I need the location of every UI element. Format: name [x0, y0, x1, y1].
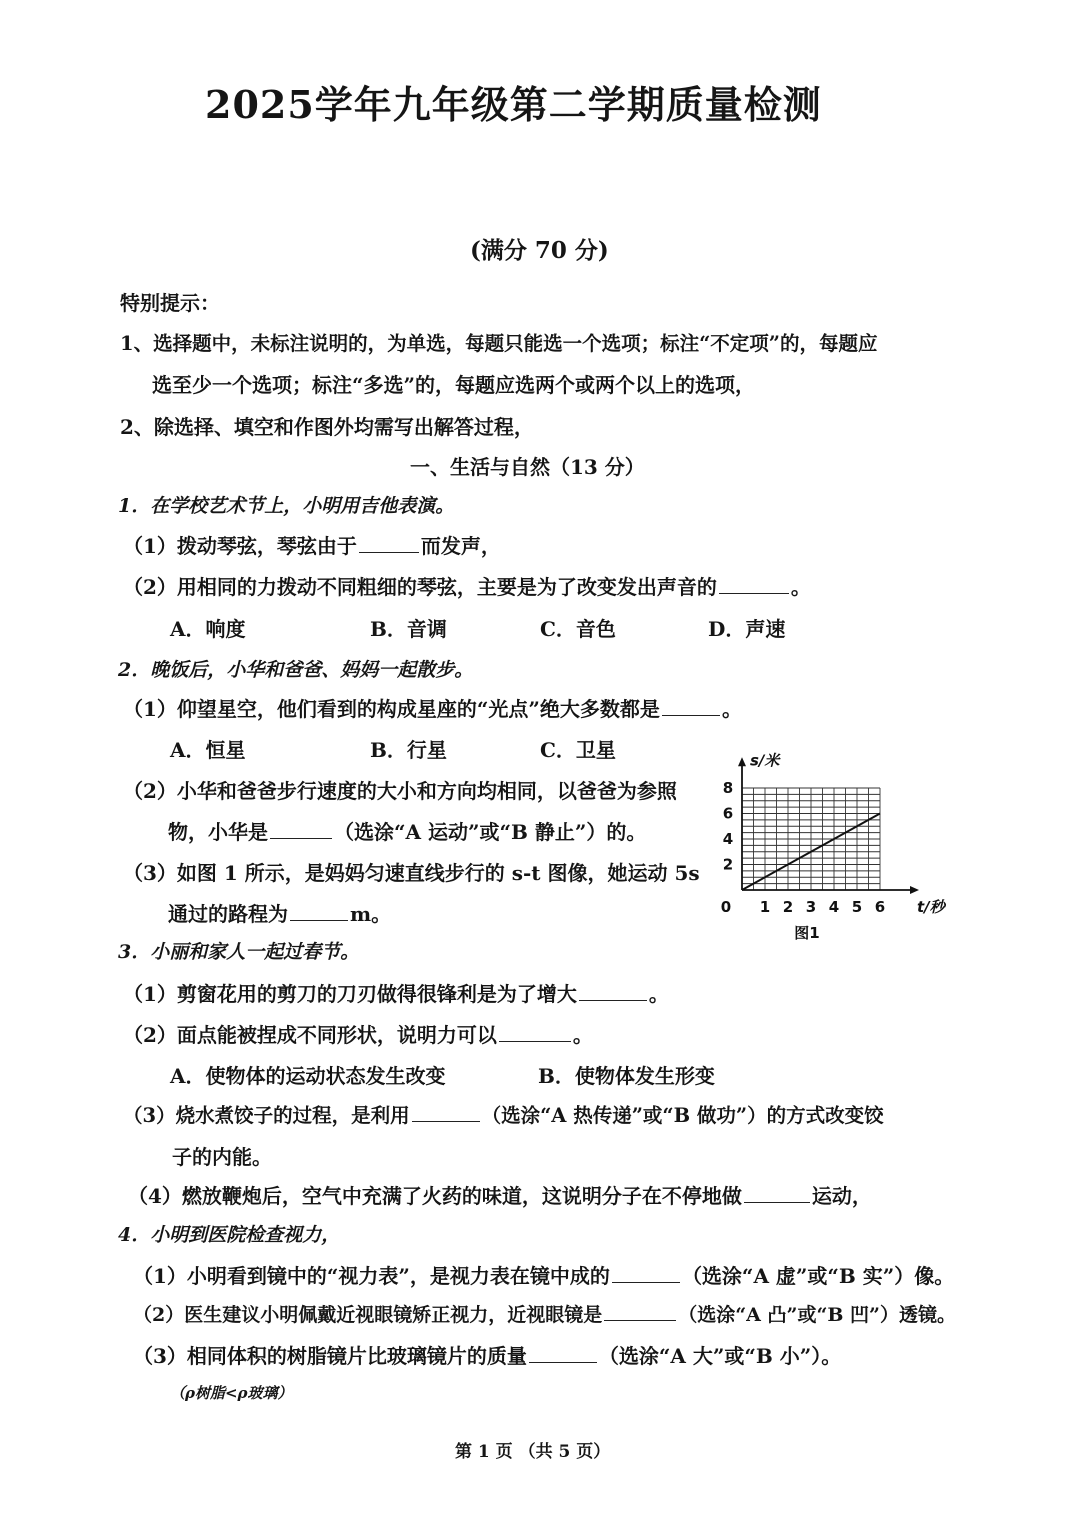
q4-part3-text-b: （选涂“A 大”或“B 小”）。 — [598, 1344, 842, 1368]
q2-part1-blank[interactable] — [662, 714, 720, 716]
q2-part2-text-b: （选涂“A 运动”或“B 静止”）的。 — [334, 820, 647, 844]
q3-part4-blank[interactable] — [744, 1201, 810, 1203]
q3-part2-blank[interactable] — [499, 1040, 571, 1042]
q1-part2-text-a: （2）用相同的力拨动不同粗细的琴弦，主要是为了改变发出声音的 — [123, 575, 717, 599]
q4-part3-blank[interactable] — [529, 1361, 597, 1363]
y-tick-label: 6 — [722, 804, 734, 823]
q3-part3-text-b: （选涂“A 热传递”或“B 做功”）的方式改变饺 — [481, 1104, 884, 1127]
tip-2: 2、除选择、填空和作图外均需写出解答过程， — [120, 415, 534, 439]
q3-part3-line1 — [123, 1100, 884, 1128]
q1-part1-text-a: （1）拨动琴弦，琴弦由于 — [123, 534, 357, 558]
q3-stem: 3．小丽和家人一起过春节。 — [118, 941, 360, 963]
x-tick-label: 0 — [720, 898, 732, 916]
q4-part1 — [133, 1260, 954, 1289]
q4-part2-text-b: （选涂“A 凸”或“B 凹”）透镜。 — [678, 1304, 956, 1326]
q2-option-a[interactable]: A．恒星 — [170, 738, 246, 762]
q3-part3-text-a: （3）烧水煮饺子的过程，是利用 — [123, 1104, 410, 1127]
q3-part4-text-b: 运动， — [811, 1184, 872, 1208]
y-axis-arrow — [738, 757, 746, 766]
q1-part2-text-b: 。 — [790, 575, 811, 599]
q3-part3-blank[interactable] — [412, 1120, 480, 1122]
q3-part2 — [123, 1019, 593, 1048]
x-axis-arrow — [910, 886, 919, 894]
q3-part4 — [128, 1180, 872, 1209]
q4-part2 — [133, 1300, 956, 1327]
tips-heading: 特别提示： — [120, 291, 220, 315]
q3-option-a[interactable]: A．使物体的运动状态发生改变 — [170, 1064, 446, 1088]
q3-part2-text-b: 。 — [572, 1023, 593, 1047]
q2-part3-line1: （3）如图 1 所示，是妈妈匀速直线步行的 s-t 图像，她运动 5s — [123, 861, 700, 885]
q2-part2-line1: （2）小华和爸爸步行速度的大小和方向均相同，以爸爸为参照 — [123, 779, 677, 803]
q1-option-d[interactable]: D．声速 — [708, 617, 786, 641]
exam-title: 2025学年九年级第二学期质量检测 — [205, 82, 822, 127]
q3-part1-blank[interactable] — [579, 999, 647, 1001]
tip-1-line-2: 选至少一个选项；标注“多选”的，每题应选两个或两个以上的选项， — [152, 373, 756, 397]
q4-part3 — [133, 1340, 841, 1369]
q3-part1-text-a: （1）剪窗花用的剪刀的刀刃做得很锋利是为了增大 — [123, 982, 577, 1006]
figure-caption: 图1 — [794, 924, 820, 942]
q1-part1-text-b: 而发声， — [420, 534, 501, 558]
y-axis-label: s/米 — [750, 751, 780, 770]
x-tick-label: 2 — [782, 898, 794, 916]
y-tick-label: 4 — [722, 830, 734, 848]
q3-part4-text-a: （4）燃放鞭炮后，空气中充满了火药的味道，这说明分子在不停地做 — [128, 1184, 742, 1208]
q4-part2-text-a: （2）医生建议小明佩戴近视眼镜矫正视力，近视眼镜是 — [133, 1304, 603, 1326]
q1-part1-blank[interactable] — [359, 551, 419, 553]
q3-part2-text-a: （2）面点能被捏成不同形状，说明力可以 — [123, 1023, 497, 1047]
q3-part3-line2: 子的内能。 — [172, 1145, 272, 1169]
page-footer: 第 1 页 （共 5 页） — [455, 1442, 611, 1462]
q2-option-c[interactable]: C．卫星 — [540, 738, 616, 762]
q4-part3-text-a: （3）相同体积的树脂镜片比玻璃镜片的质量 — [133, 1344, 527, 1368]
x-tick-label: 5 — [851, 898, 863, 916]
q1-stem: 1．在学校艺术节上，小明用吉他表演。 — [118, 495, 455, 517]
q2-part3-blank[interactable] — [290, 919, 348, 921]
x-tick-label: 3 — [805, 898, 817, 916]
q1-part1 — [123, 530, 501, 559]
q1-option-c[interactable]: C．音色 — [540, 617, 616, 641]
q3-part1 — [123, 978, 669, 1007]
q1-option-a[interactable]: A．响度 — [170, 617, 246, 641]
x-axis-label: t/秒 — [917, 898, 945, 916]
figure-1-chart — [710, 745, 950, 960]
section-1-title: 一、生活与自然（13 分） — [410, 455, 645, 479]
q1-part2-blank[interactable] — [719, 592, 789, 594]
q2-part2-line2 — [168, 816, 646, 845]
q4-part1-text-b: （选涂“A 虚”或“B 实”）像。 — [681, 1264, 955, 1288]
q4-part1-blank[interactable] — [612, 1281, 680, 1283]
q3-part1-text-b: 。 — [648, 982, 669, 1006]
x-tick-label: 4 — [828, 898, 840, 916]
q2-part1-text-b: 。 — [721, 697, 742, 721]
q2-part3-line2 — [168, 898, 391, 927]
q1-option-b[interactable]: B．音调 — [370, 617, 447, 641]
x-tick-label: 1 — [759, 898, 771, 916]
x-tick-label: 6 — [874, 898, 886, 916]
tip-1-line-1: 1、选择题中，未标注说明的，为单选，每题只能选一个选项；标注“不定项”的，每题应 — [120, 332, 878, 355]
q2-part1-text-a: （1）仰望星空，他们看到的构成星座的“光点”绝大多数都是 — [123, 697, 660, 721]
q2-stem: 2．晚饭后，小华和爸爸、妈妈一起散步。 — [118, 659, 474, 681]
q2-part3-text-b: m。 — [350, 902, 392, 926]
q1-part2 — [123, 571, 811, 600]
q2-option-b[interactable]: B．行星 — [370, 738, 447, 762]
y-tick-label: 8 — [722, 779, 734, 797]
q2-part3-text-a: 通过的路程为 — [168, 902, 288, 926]
q3-option-b[interactable]: B．使物体发生形变 — [538, 1064, 715, 1088]
y-tick-label: 2 — [722, 855, 734, 874]
full-score: (满分 70 分) — [470, 237, 609, 264]
q4-part2-blank[interactable] — [604, 1319, 676, 1321]
q2-part2-text-a: 物，小华是 — [168, 820, 268, 844]
q4-density-note: （ρ树脂<ρ玻璃） — [170, 1384, 293, 1402]
q4-part1-text-a: （1）小明看到镜中的“视力表”，是视力表在镜中成的 — [133, 1264, 610, 1288]
q2-part1 — [123, 693, 742, 722]
q2-part2-blank[interactable] — [270, 837, 332, 839]
q4-stem: 4．小明到医院检查视力， — [118, 1224, 341, 1246]
